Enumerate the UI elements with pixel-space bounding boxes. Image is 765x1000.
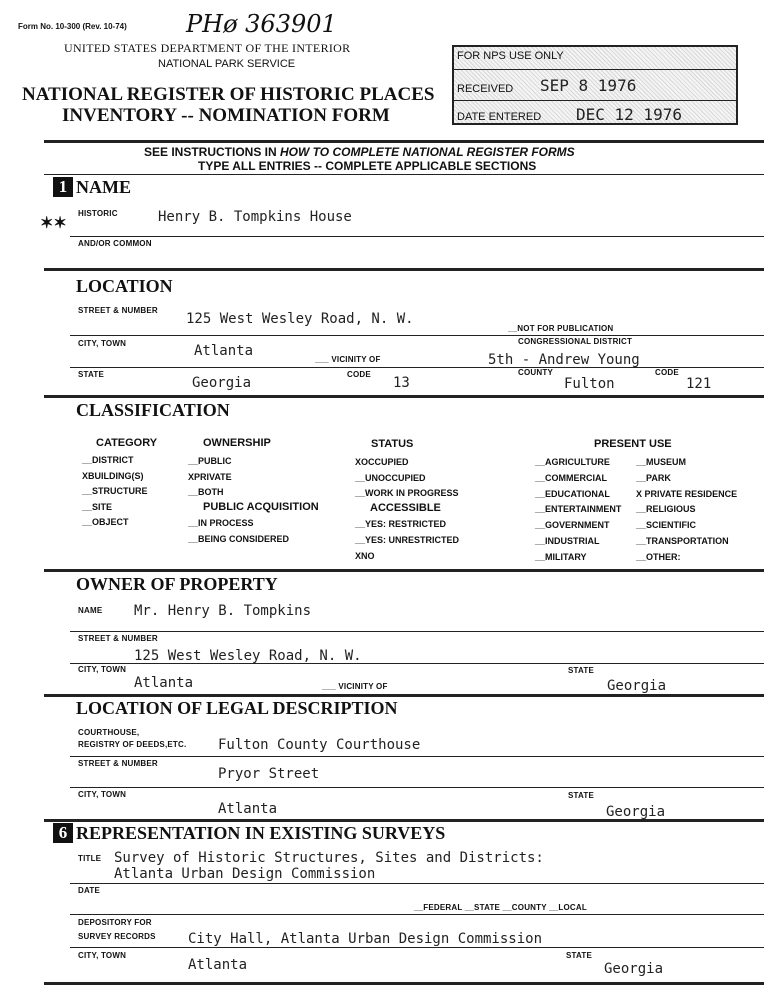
accessible-option: __YES: RESTRICTED <box>355 519 447 529</box>
present-use-option: __PARK <box>636 472 671 483</box>
survey-city-value: Atlanta <box>188 957 248 973</box>
survey-state-value: Georgia <box>604 961 664 977</box>
owner-name-label: NAME <box>78 606 103 615</box>
survey-date-label: DATE <box>78 886 100 895</box>
status-option: __UNOCCUPIED <box>355 472 426 483</box>
city-label: CITY, TOWN <box>78 339 127 348</box>
instructions-line2: TYPE ALL ENTRIES -- COMPLETE APPLICABLE SECTIONS <box>198 159 537 173</box>
ownership-list <box>188 456 232 503</box>
legal-street-value: Pryor Street <box>218 766 320 782</box>
present-use-option: __OTHER: <box>636 551 681 562</box>
present-use-column-2 <box>636 457 737 568</box>
accessible-option: __YES: UNRESTRICTED <box>355 535 460 545</box>
present-use-option: X PRIVATE RESIDENCE <box>636 488 738 499</box>
date-entered-label: DATE ENTERED <box>457 111 542 123</box>
state-code-value: 13 <box>393 375 410 391</box>
state-value: Georgia <box>192 375 252 391</box>
present-use-option: __COMMERCIAL <box>535 472 608 483</box>
nps-label: FOR NPS USE ONLY <box>457 50 564 62</box>
vicinity-label: ___ VICINITY OF <box>315 355 381 364</box>
county-code-value: 121 <box>686 376 712 392</box>
acquisition-list <box>188 518 289 550</box>
accessible-heading: ACCESSIBLE <box>370 502 441 514</box>
date-entered-value: DEC 12 1976 <box>576 105 682 124</box>
ownership-option: __PUBLIC <box>188 456 232 466</box>
surveys-heading: REPRESENTATION IN EXISTING SURVEYS <box>76 823 446 843</box>
present-use-option: __AGRICULTURE <box>535 457 610 467</box>
street-address: 125 West Wesley Road, N. W. <box>186 311 414 327</box>
ownership-heading: OWNERSHIP <box>203 437 271 449</box>
status-heading: STATUS <box>371 438 414 450</box>
survey-title-line2: Atlanta Urban Design Commission <box>114 866 376 882</box>
state-code-label: CODE <box>347 370 371 379</box>
accessible-list <box>355 519 459 567</box>
instructions-line1 <box>144 145 575 159</box>
depository-label-line1: DEPOSITORY FOR <box>78 918 152 927</box>
state-label: STATE <box>78 370 105 379</box>
owner-heading: OWNER OF PROPERTY <box>76 574 278 594</box>
ownership-option: XPRIVATE <box>188 471 232 482</box>
owner-state-label: STATE <box>568 666 595 675</box>
category-option: XBUILDING(S) <box>82 470 144 481</box>
form-title-line1: NATIONAL REGISTER OF HISTORIC PLACES <box>22 84 435 105</box>
instructions-text: SEE INSTRUCTIONS IN <box>144 145 281 159</box>
courthouse-value: Fulton County Courthouse <box>218 737 421 753</box>
received-date: SEP 8 1976 <box>540 76 637 95</box>
present-use-option: __SCIENTIFIC <box>636 520 697 531</box>
present-use-column-1 <box>535 457 621 568</box>
received-label: RECEIVED <box>457 83 514 95</box>
location-heading: LOCATION <box>76 276 173 296</box>
present-use-option: __EDUCATIONAL <box>535 488 610 499</box>
section-6-number: 6 <box>53 823 73 843</box>
owner-city: Atlanta <box>134 675 194 691</box>
legal-city-value: Atlanta <box>218 801 278 817</box>
acquisition-option: __IN PROCESS <box>188 518 254 528</box>
present-use-option: __GOVERNMENT <box>535 520 610 531</box>
survey-state-label: STATE <box>566 951 593 960</box>
depository-label-line2: SURVEY RECORDS <box>78 932 156 941</box>
owner-street-label: STREET & NUMBER <box>78 634 158 643</box>
public-acquisition-heading: PUBLIC ACQUISITION <box>203 501 319 513</box>
service: NATIONAL PARK SERVICE <box>158 58 296 70</box>
department: UNITED STATES DEPARTMENT OF THE INTERIOR <box>64 41 351 55</box>
form-title-line2: INVENTORY -- NOMINATION FORM <box>62 105 390 126</box>
present-use-option: __MUSEUM <box>636 457 687 467</box>
present-use-option: __INDUSTRIAL <box>535 535 600 546</box>
category-option: __OBJECT <box>82 517 129 527</box>
present-use-heading: PRESENT USE <box>594 438 672 450</box>
owner-city-label: CITY, TOWN <box>78 665 127 674</box>
section-1-number: 1 <box>53 177 73 197</box>
historic-label: HISTORIC <box>78 209 118 218</box>
county-code-label: CODE <box>655 368 679 377</box>
classification-heading: CLASSIFICATION <box>76 400 230 420</box>
congressional-district-label: CONGRESSIONAL DISTRICT <box>518 337 633 346</box>
name-heading: NAME <box>76 177 131 197</box>
status-list <box>355 457 459 504</box>
handwritten-id: PHø 363901 <box>186 10 337 38</box>
street-number-label: STREET & NUMBER <box>78 306 158 315</box>
county-label: COUNTY <box>518 368 553 377</box>
not-for-publication-label: __NOT FOR PUBLICATION <box>508 324 614 333</box>
instructions-link-text: HOW TO COMPLETE NATIONAL REGISTER FORMS <box>280 145 575 159</box>
ownership-option: __BOTH <box>188 487 224 497</box>
registry-label: REGISTRY OF DEEDS,ETC. <box>78 740 187 749</box>
owner-vicinity-label: ___ VICINITY OF <box>322 682 388 691</box>
owner-street: 125 West Wesley Road, N. W. <box>134 648 362 664</box>
category-list <box>82 455 148 533</box>
category-option: __SITE <box>82 501 113 512</box>
legal-city-label: CITY, TOWN <box>78 790 127 799</box>
acquisition-option: __BEING CONSIDERED <box>188 534 290 544</box>
accessible-option: XNO <box>355 551 375 561</box>
county-value: Fulton <box>564 376 615 392</box>
category-option: __DISTRICT <box>82 455 134 465</box>
present-use-option: __TRANSPORTATION <box>636 535 729 546</box>
form-number: Form No. 10-300 (Rev. 10-74) <box>18 22 127 31</box>
survey-level-options: __FEDERAL __STATE __COUNTY __LOCAL <box>414 903 587 912</box>
survey-city-label: CITY, TOWN <box>78 951 127 960</box>
congressional-district-value: 5th - Andrew Young <box>488 352 640 368</box>
depository-value: City Hall, Atlanta Urban Design Commission <box>188 931 543 947</box>
status-option: XOCCUPIED <box>355 457 409 467</box>
survey-title-label: TITLE <box>78 854 102 863</box>
present-use-option: __MILITARY <box>535 551 587 562</box>
category-option: __STRUCTURE <box>82 486 148 496</box>
nps-use-box <box>452 45 738 125</box>
legal-street-label: STREET & NUMBER <box>78 759 158 768</box>
city-value: Atlanta <box>194 343 254 359</box>
survey-title-line1: Survey of Historic Structures, Sites and Districts: <box>114 850 544 866</box>
status-option: __WORK IN PROGRESS <box>355 488 459 498</box>
legal-state-label: STATE <box>568 791 595 800</box>
legal-state-value: Georgia <box>606 804 666 820</box>
historic-name: Henry B. Tompkins House <box>158 209 352 225</box>
legal-description-heading: LOCATION OF LEGAL DESCRIPTION <box>76 698 398 718</box>
courthouse-label: COURTHOUSE, <box>78 728 140 737</box>
owner-name: Mr. Henry B. Tompkins <box>134 603 312 619</box>
margin-asterisk-mark: ✶✶ <box>40 215 67 232</box>
owner-state: Georgia <box>607 678 667 694</box>
category-heading: CATEGORY <box>96 437 158 449</box>
present-use-option: __ENTERTAINMENT <box>535 504 622 515</box>
present-use-option: __RELIGIOUS <box>636 504 696 515</box>
common-name-label: AND/OR COMMON <box>78 239 152 248</box>
